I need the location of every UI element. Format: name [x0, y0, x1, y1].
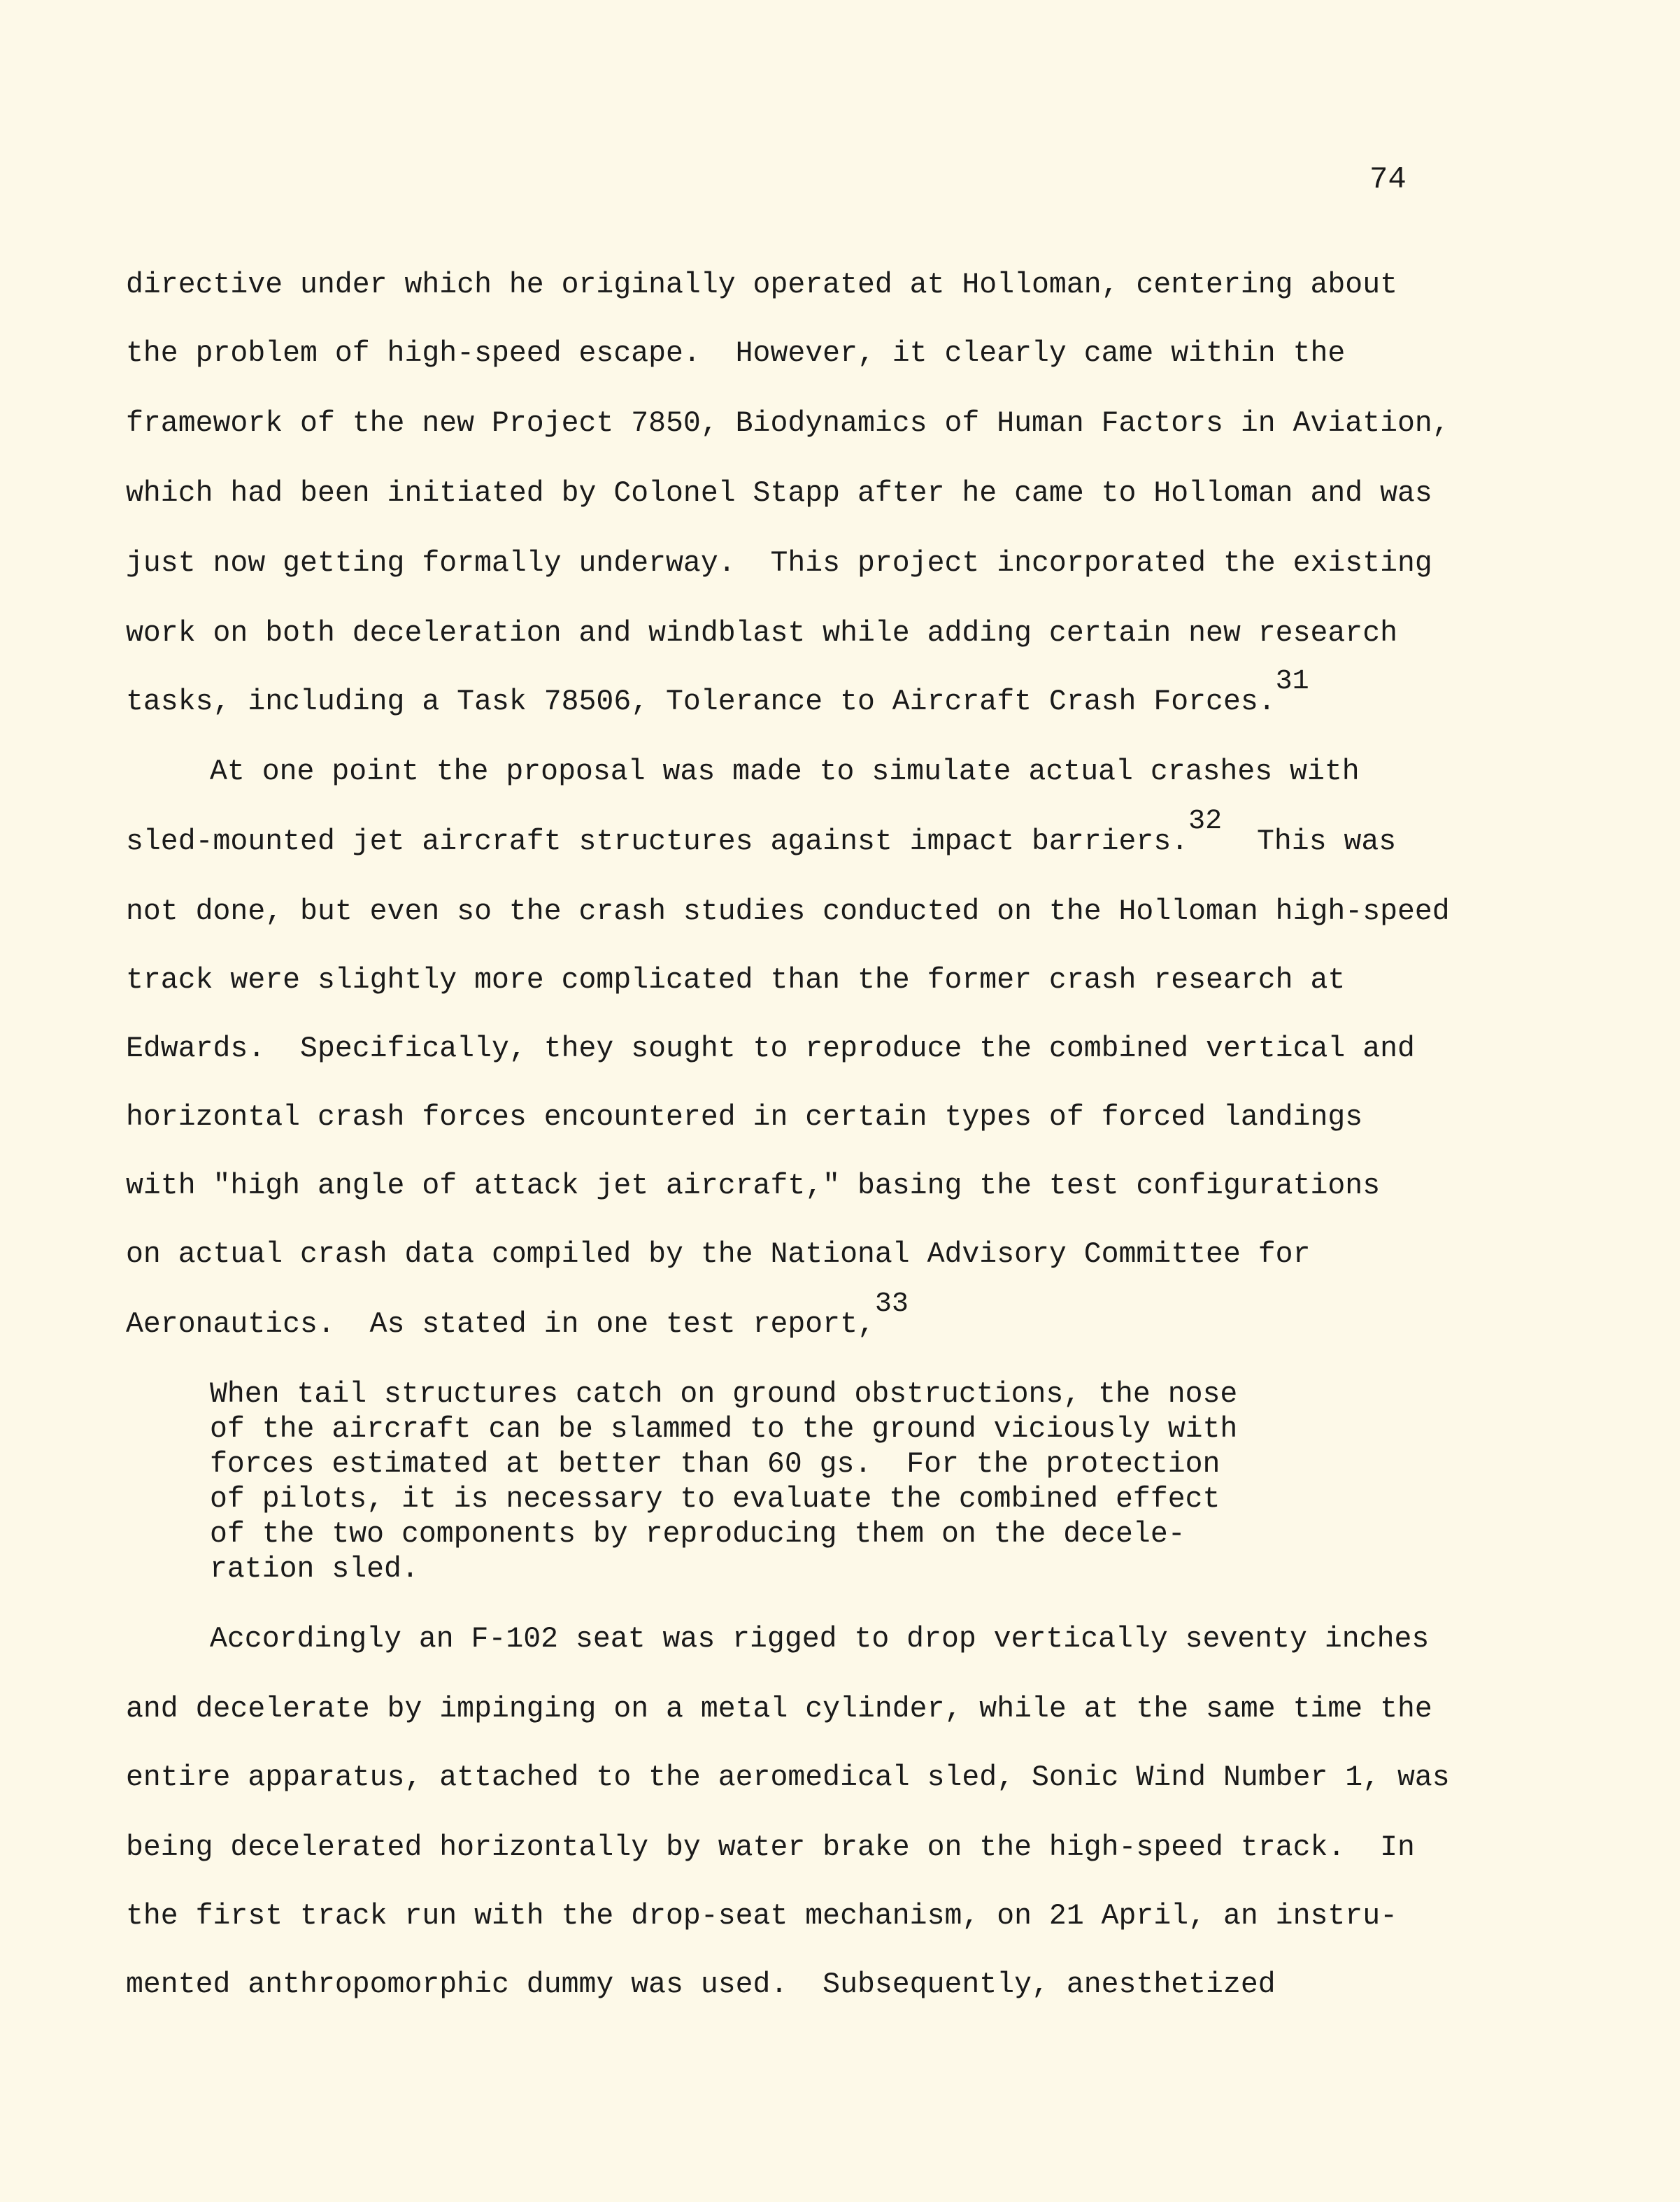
text-line: [126, 1100, 1362, 1135]
text-line: [126, 406, 1450, 441]
text-line: [126, 666, 1309, 720]
text-line: [126, 476, 1432, 511]
line-text: When tail structures catch on ground obstructions, the nose: [210, 1378, 1238, 1411]
text-line: [126, 1692, 1432, 1727]
block-quote-line: [210, 1482, 1220, 1517]
block-quote-line: [210, 1517, 1186, 1552]
line-text: of the aircraft can be slammed to the ground viciously with: [210, 1413, 1238, 1446]
line-text: sled-mounted jet aircraft structures against impact barriers.: [126, 825, 1189, 858]
text-line: [126, 268, 1397, 303]
line-text: forces estimated at better than 60 gs. For the protection: [210, 1448, 1220, 1481]
line-text: directive under which he originally operated at Holloman, centering about: [126, 269, 1397, 301]
line-text: of pilots, it is necessary to evaluate the combined effect: [210, 1483, 1220, 1516]
line-text: track were slightly more complicated than the former crash research at: [126, 964, 1346, 997]
line-text: and decelerate by impinging on a metal cylinder, while at the same time the: [126, 1693, 1432, 1726]
page-number: 74: [1369, 162, 1407, 197]
text-line: [126, 1032, 1415, 1067]
line-text: the first track run with the drop-seat mechanism, on 21 April, an instru-: [126, 1900, 1397, 1933]
line-text: horizontal crash forces encountered in certain types of forced landings: [126, 1101, 1363, 1134]
block-quote-line: [210, 1412, 1237, 1447]
line-text: of the two components by reproducing them on the decele-: [210, 1518, 1186, 1551]
line-text: work on both deceleration and windblast while adding certain new research: [126, 617, 1397, 650]
text-line: [126, 1237, 1310, 1272]
line-text: the problem of high-speed escape. However, it clearly came within the: [126, 337, 1346, 370]
text-line: [126, 1761, 1450, 1796]
text-line: [126, 616, 1397, 651]
text-line: [126, 1899, 1397, 1934]
line-text: At one point the proposal was made to simulate actual crashes with: [210, 755, 1360, 788]
text-line: [126, 806, 1397, 860]
line-text: just now getting formally underway. This project incorporated the existing: [126, 547, 1432, 580]
line-text: Edwards. Specifically, they sought to reproduce the combined vertical and: [126, 1032, 1415, 1065]
line-text: being decelerated horizontally by water brake on the high-speed track. In: [126, 1831, 1415, 1864]
line-text: with "high angle of attack jet aircraft," basing the test configurations: [126, 1170, 1381, 1202]
block-quote-line: [210, 1377, 1237, 1412]
line-text-continued: This was: [1222, 825, 1397, 858]
line-text: which had been initiated by Colonel Stapp after he came to Holloman and was: [126, 477, 1432, 510]
text-line: [126, 1968, 1276, 2003]
line-text: ration sled.: [210, 1553, 419, 1586]
footnote-reference: 31: [1275, 666, 1309, 697]
text-line: [126, 1831, 1415, 1866]
line-text: Aeronautics. As stated in one test report,: [126, 1308, 875, 1341]
line-text: tasks, including a Task 78506, Tolerance to Aircraft Crash Forces.: [126, 686, 1276, 718]
line-text: on actual crash data compiled by the National Advisory Committee for: [126, 1238, 1311, 1271]
text-line: [126, 895, 1450, 930]
line-text: not done, but even so the crash studies conducted on the Holloman high-speed: [126, 895, 1450, 928]
line-text: framework of the new Project 7850, Biodynamics of Human Factors in Aviation,: [126, 407, 1450, 440]
text-line: [210, 1622, 1429, 1657]
line-text: entire apparatus, attached to the aeromedical sled, Sonic Wind Number 1, was: [126, 1761, 1450, 1794]
text-line: [126, 1288, 909, 1343]
text-line: [210, 755, 1360, 790]
block-quote-line: [210, 1447, 1220, 1482]
text-line: [126, 336, 1345, 371]
footnote-reference: 32: [1188, 806, 1223, 837]
line-text: mented anthropomorphic dummy was used. Subsequently, anesthetized: [126, 1968, 1276, 2001]
line-text: Accordingly an F-102 seat was rigged to drop vertically seventy inches: [210, 1623, 1430, 1656]
text-line: [126, 546, 1432, 581]
footnote-reference: 33: [874, 1288, 909, 1320]
text-line: [126, 963, 1345, 998]
text-line: [126, 1169, 1380, 1204]
block-quote-line: [210, 1552, 419, 1587]
